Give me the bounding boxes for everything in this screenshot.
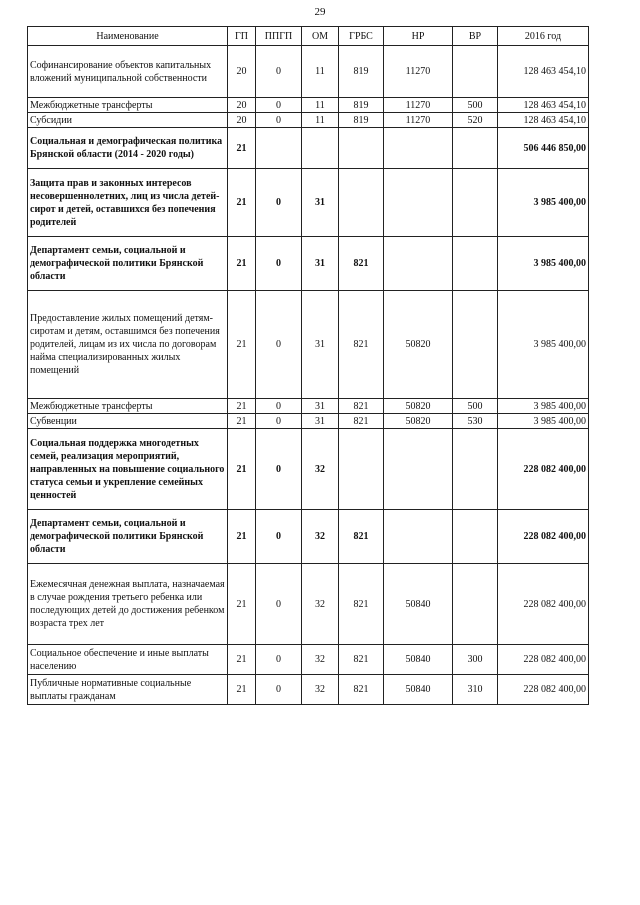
cell-gp: 21 (228, 414, 256, 429)
cell-ppgp: 0 (256, 510, 302, 564)
cell-nr: 50820 (384, 414, 453, 429)
budget-table (27, 26, 589, 705)
cell-nr: 11270 (384, 113, 453, 128)
column-header-ppgp: ППГП (256, 27, 302, 46)
cell-amount: 128 463 454,10 (498, 46, 589, 98)
cell-name: Ежемесячная денежная выплата, назначаемая в случае рождения третьего ребенка или последующих детей до достижения ребенком возраста трех лет (28, 564, 228, 645)
cell-grbs: 819 (339, 98, 384, 113)
cell-gp: 21 (228, 429, 256, 510)
cell-amount: 228 082 400,00 (498, 429, 589, 510)
cell-om: 31 (302, 169, 339, 237)
cell-nr: 50820 (384, 399, 453, 414)
column-header-name: Наименование (28, 27, 228, 46)
cell-grbs: 821 (339, 510, 384, 564)
table-row (28, 169, 589, 237)
cell-om: 32 (302, 645, 339, 675)
cell-name: Социальная поддержка многодетных семей, реализация мероприятий, направленных на повышение социального статуса семьи и укрепление семейных ценностей (28, 429, 228, 510)
column-header-year-2016: 2016 год (498, 27, 589, 46)
column-header-nr: НР (384, 27, 453, 46)
cell-gp: 21 (228, 675, 256, 705)
cell-gp: 21 (228, 291, 256, 399)
cell-name: Департамент семьи, социальной и демографической политики Брянской области (28, 510, 228, 564)
cell-amount: 3 985 400,00 (498, 291, 589, 399)
cell-vr: 500 (453, 98, 498, 113)
cell-om: 11 (302, 46, 339, 98)
cell-gp: 21 (228, 564, 256, 645)
cell-gp: 21 (228, 510, 256, 564)
column-header-grbs: ГРБС (339, 27, 384, 46)
cell-om: 31 (302, 291, 339, 399)
cell-name: Софинансирование объектов капитальных вложений муниципальной собственности (28, 46, 228, 98)
table-row (28, 98, 589, 113)
cell-om: 32 (302, 675, 339, 705)
cell-nr: 50840 (384, 675, 453, 705)
cell-vr (453, 564, 498, 645)
cell-grbs (339, 128, 384, 169)
cell-amount: 228 082 400,00 (498, 645, 589, 675)
table-header-row (28, 27, 589, 46)
cell-gp: 21 (228, 645, 256, 675)
cell-vr: 300 (453, 645, 498, 675)
cell-ppgp: 0 (256, 46, 302, 98)
cell-amount: 228 082 400,00 (498, 675, 589, 705)
cell-grbs: 821 (339, 291, 384, 399)
cell-vr: 500 (453, 399, 498, 414)
cell-ppgp: 0 (256, 291, 302, 399)
cell-grbs: 819 (339, 46, 384, 98)
cell-nr: 50840 (384, 564, 453, 645)
cell-name: Социальное обеспечение и иные выплаты населению (28, 645, 228, 675)
table-row (28, 399, 589, 414)
cell-vr (453, 237, 498, 291)
column-header-gp: ГП (228, 27, 256, 46)
cell-vr (453, 429, 498, 510)
cell-vr (453, 510, 498, 564)
table-row (28, 645, 589, 675)
cell-amount: 128 463 454,10 (498, 113, 589, 128)
cell-om: 32 (302, 510, 339, 564)
cell-gp: 21 (228, 237, 256, 291)
table-row (28, 675, 589, 705)
cell-ppgp: 0 (256, 675, 302, 705)
cell-vr: 520 (453, 113, 498, 128)
cell-name: Публичные нормативные социальные выплаты гражданам (28, 675, 228, 705)
cell-grbs: 821 (339, 414, 384, 429)
table-row (28, 128, 589, 169)
cell-name: Межбюджетные трансферты (28, 399, 228, 414)
cell-vr: 530 (453, 414, 498, 429)
cell-gp: 21 (228, 169, 256, 237)
cell-om: 31 (302, 399, 339, 414)
cell-nr: 11270 (384, 46, 453, 98)
cell-ppgp: 0 (256, 98, 302, 113)
cell-ppgp: 0 (256, 429, 302, 510)
table-row (28, 46, 589, 98)
cell-om: 31 (302, 414, 339, 429)
cell-gp: 21 (228, 399, 256, 414)
table-row (28, 237, 589, 291)
column-header-om: ОМ (302, 27, 339, 46)
cell-om: 32 (302, 429, 339, 510)
cell-name: Департамент семьи, социальной и демографической политики Брянской области (28, 237, 228, 291)
cell-name: Социальная и демографическая политика Брянской области (2014 - 2020 годы) (28, 128, 228, 169)
cell-nr (384, 510, 453, 564)
cell-gp: 20 (228, 113, 256, 128)
cell-amount: 228 082 400,00 (498, 510, 589, 564)
cell-grbs: 821 (339, 564, 384, 645)
cell-ppgp: 0 (256, 237, 302, 291)
cell-grbs: 821 (339, 237, 384, 291)
cell-gp: 20 (228, 46, 256, 98)
cell-amount: 228 082 400,00 (498, 564, 589, 645)
cell-nr (384, 429, 453, 510)
cell-name: Предоставление жилых помещений детям-сиротам и детям, оставшимся без попечения родителей, лицам из их числа по договорам найма специализированных жилых помещений (28, 291, 228, 399)
cell-vr (453, 128, 498, 169)
cell-nr (384, 169, 453, 237)
cell-nr: 50840 (384, 645, 453, 675)
cell-om: 11 (302, 98, 339, 113)
cell-om: 11 (302, 113, 339, 128)
cell-name: Защита прав и законных интересов несовершеннолетних, лиц из числа детей-сирот и детей, оставшихся без попечения родителей (28, 169, 228, 237)
cell-ppgp: 0 (256, 113, 302, 128)
cell-nr (384, 128, 453, 169)
table-row (28, 414, 589, 429)
cell-amount: 3 985 400,00 (498, 169, 589, 237)
cell-ppgp: 0 (256, 564, 302, 645)
cell-vr: 310 (453, 675, 498, 705)
cell-nr (384, 237, 453, 291)
table-row (28, 113, 589, 128)
cell-amount: 3 985 400,00 (498, 414, 589, 429)
cell-name: Субвенции (28, 414, 228, 429)
table-row (28, 429, 589, 510)
cell-amount: 506 446 850,00 (498, 128, 589, 169)
cell-nr: 11270 (384, 98, 453, 113)
cell-grbs: 821 (339, 645, 384, 675)
cell-amount: 128 463 454,10 (498, 98, 589, 113)
cell-grbs: 821 (339, 399, 384, 414)
cell-ppgp: 0 (256, 414, 302, 429)
cell-vr (453, 169, 498, 237)
cell-amount: 3 985 400,00 (498, 237, 589, 291)
cell-amount: 3 985 400,00 (498, 399, 589, 414)
cell-om: 31 (302, 237, 339, 291)
page-number: 29 (314, 6, 326, 18)
cell-om (302, 128, 339, 169)
cell-grbs (339, 169, 384, 237)
cell-name: Межбюджетные трансферты (28, 98, 228, 113)
cell-vr (453, 291, 498, 399)
cell-vr (453, 46, 498, 98)
cell-ppgp: 0 (256, 399, 302, 414)
cell-grbs: 821 (339, 675, 384, 705)
cell-grbs: 819 (339, 113, 384, 128)
cell-om: 32 (302, 564, 339, 645)
table-row (28, 291, 589, 399)
cell-gp: 21 (228, 128, 256, 169)
cell-gp: 20 (228, 98, 256, 113)
cell-ppgp (256, 128, 302, 169)
cell-ppgp: 0 (256, 645, 302, 675)
table-row (28, 510, 589, 564)
cell-grbs (339, 429, 384, 510)
column-header-vr: ВР (453, 27, 498, 46)
cell-nr: 50820 (384, 291, 453, 399)
cell-name: Субсидии (28, 113, 228, 128)
cell-ppgp: 0 (256, 169, 302, 237)
table-row (28, 564, 589, 645)
